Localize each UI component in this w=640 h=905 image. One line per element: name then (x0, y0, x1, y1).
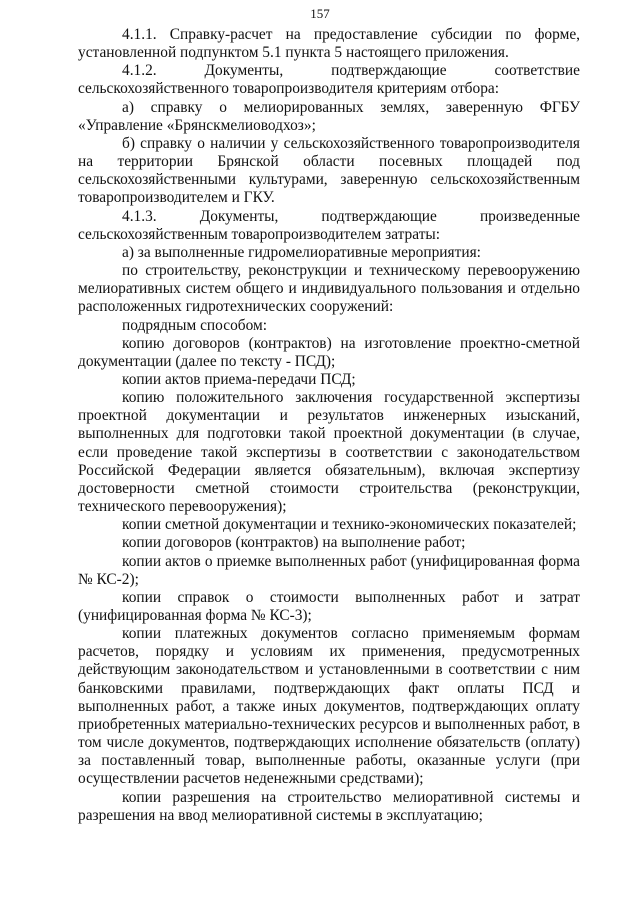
document-body (78, 26, 580, 825)
paragraph-4-1-2: 4.1.2. Документы, подтверждающие соответствие сельскохозяйственного товаропроизводителя критериям отбора: (78, 62, 580, 98)
paragraph-construction-permits: копии разрешения на строительство мелиоративной системы и разрешения на ввод мелиоративной системы в эксплуатацию; (78, 788, 580, 824)
paragraph-4-1-1: 4.1.1. Справку-расчет на предоставление субсидии по форме, установленной подпунктом 5.1 пункта 5 настоящего приложения. (78, 26, 580, 62)
paragraph-acceptance-acts-psd: копии актов приема-передачи ПСД; (122, 370, 356, 388)
paragraph-contract-method: подрядным способом: (122, 316, 268, 334)
paragraph-4-1-3: 4.1.3. Документы, подтверждающие произведенные сельскохозяйственным товаропроизводителем затраты: (78, 207, 580, 243)
paragraph-construction-reconstruction: по строительству, реконструкции и техническому перевооружению мелиоративных систем общего и индивидуального пользования и отдельно расположенных гидротехнических сооружений: (78, 262, 580, 316)
paragraph-certificate-reclaimed-lands: а) справку о мелиорированных землях, заверенную ФГБУ «Управление «Брянскмелиоводхоз»; (78, 98, 580, 134)
paragraph-payment-documents: копии платежных документов согласно применяемым формам расчетов, порядку и условиям их применения, предусмотренных действующим законодательством и установленными в соответствии с ним банковскими правилами, подтверждающих факт оплаты ПСД и выполненных работ, а также иных документов, подтверждающих оплату приобретенных материально-технических ресурсов и выполненных работ, в том числе документов, подтверждающих исполнение обязательств (оплату) за поставленный товар, выполненные работы, оказанные услуги (при осуществлении расчетов неденежными средствами); (78, 625, 580, 788)
paragraph-design-contracts: копию договоров (контрактов) на изготовление проектно-сметной документации (далее по тексту - ПСД); (78, 334, 580, 370)
paragraph-ks3-certificates: копии справок о стоимости выполненных работ и затрат (унифицированная форма № КС-3); (78, 588, 580, 624)
paragraph-state-expertise: копию положительного заключения государственной экспертизы проектной документации и результатов инженерных изысканий, выполненных для подготовки такой проектной документации (в случае, если проведение такой экспертизы в соответствии с законодательством Российской Федерации является обязательным), включая экспертизу достоверности сметной стоимости строительства (реконструкции, технического перевооружения); (78, 389, 580, 516)
paragraph-hydromelioration-works: а) за выполненные гидромелиоративные мероприятия: (122, 243, 481, 261)
paragraph-ks2-acts: копии актов о приемке выполненных работ (унифицированная форма № КС-2); (78, 552, 580, 588)
page-number: 157 (310, 6, 330, 21)
paragraph-certificate-crop-areas: б) справку о наличии у сельскохозяйственного товаропроизводителя на территории Брянской области посевных площадей под сельскохозяйственными культурами, заверенную сельскохозяйственным товаропроизводителем и ГКУ. (78, 134, 580, 207)
paragraph-estimate-documentation: копии сметной документации и технико-экономических показателей; (122, 516, 577, 534)
paragraph-works-contracts: копии договоров (контрактов) на выполнение работ; (122, 534, 466, 552)
